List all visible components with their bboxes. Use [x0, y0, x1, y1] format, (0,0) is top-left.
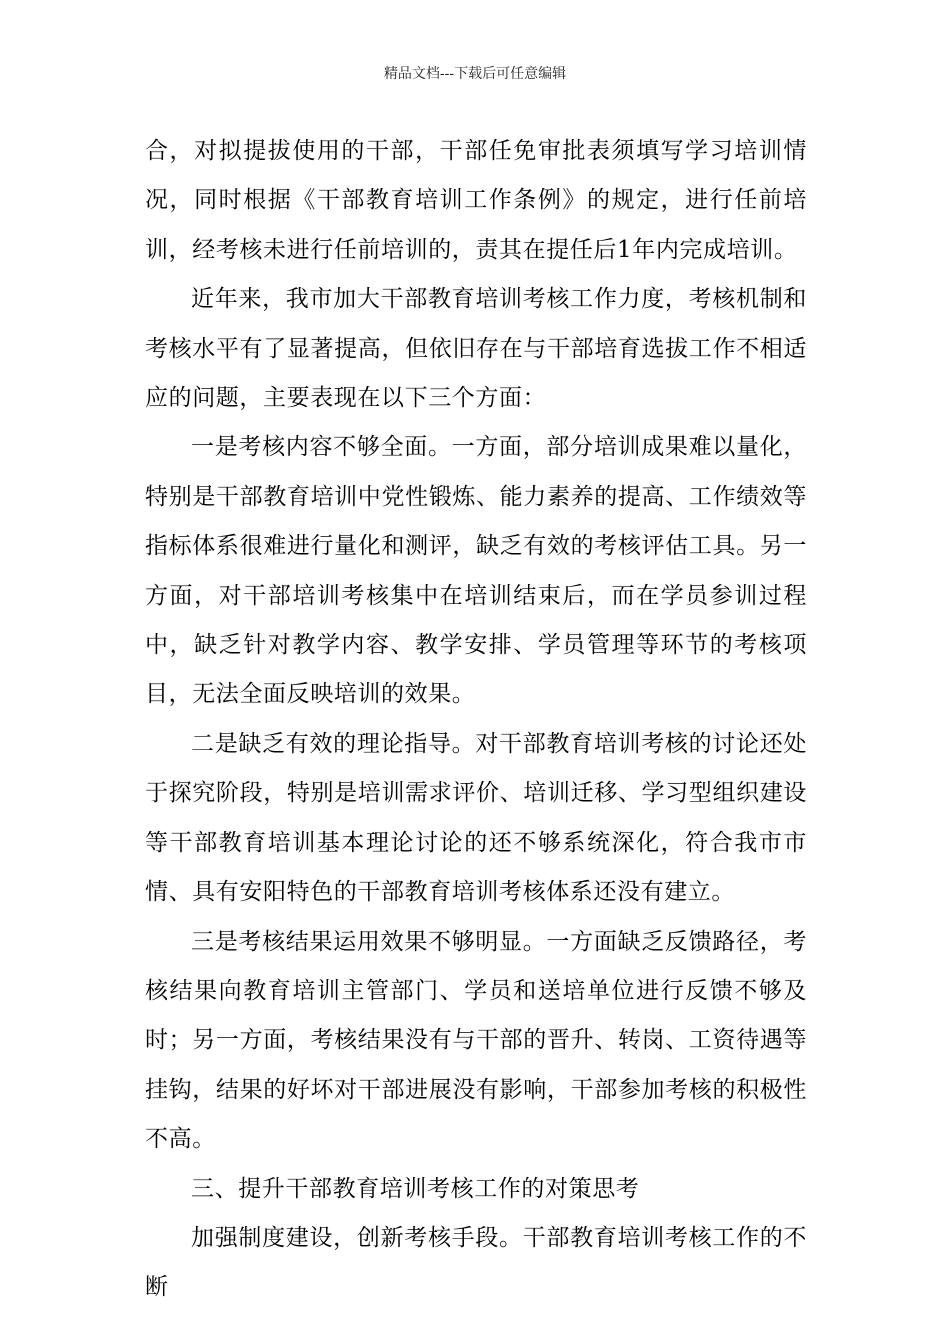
- paragraph-point-one: 一是考核内容不够全面。一方面，部分培训成果难以量化，特别是干部教育培训中党性锻炼、能力素养的提高、工作绩效等指标体系很难进行量化和测评，缺乏有效的考核评估工具。另一方面，对干部培训考核集中在培训结束后，而在学员参训过程中，缺乏针对教学内容、教学安排、学员管理等环节的考核项目，无法全面反映培训的效果。: [145, 434, 807, 708]
- document-body: [145, 127, 807, 1313]
- paragraph-continuation: 合，对拟提拔使用的干部，干部任免审批表须填写学习培训情况，同时根据《干部教育培训工作条例》的规定，进行任前培训，经考核未进行任前培训的，责其在提任后1年内完成培训。: [145, 138, 807, 263]
- paragraph-point-two: 二是缺乏有效的理论指导。对干部教育培训考核的讨论还处于探究阶段，特别是培训需求评价、培训迁移、学习型组织建设等干部教育培训基本理论讨论的还不够系统深化，符合我市市情、具有安阳特色的干部教育培训考核体系还没有建立。: [145, 730, 807, 906]
- paragraph-overview: 近年来，我市加大干部教育培训考核工作力度，考核机制和考核水平有了显著提高，但依旧存在与干部培育选拔工作不相适应的问题，主要表现在以下三个方面：: [145, 286, 807, 412]
- page-header: 精品文档---下载后可任意编辑: [383, 66, 567, 82]
- section-heading: 三、提升干部教育培训考核工作的对策思考: [191, 1175, 640, 1202]
- paragraph-point-three: 三是考核结果运用效果不够明显。一方面缺乏反馈路径，考核结果向教育培训主管部门、学员和送培单位进行反馈不够及时；另一方面，考核结果没有与干部的晋升、转岗、工资待遇等挂钩，结果的好坏对干部进展没有影响，干部参加考核的积极性不高。: [145, 928, 807, 1153]
- paragraph-countermeasures: 加强制度建设，创新考核手段。干部教育培训考核工作的不断: [145, 1224, 807, 1301]
